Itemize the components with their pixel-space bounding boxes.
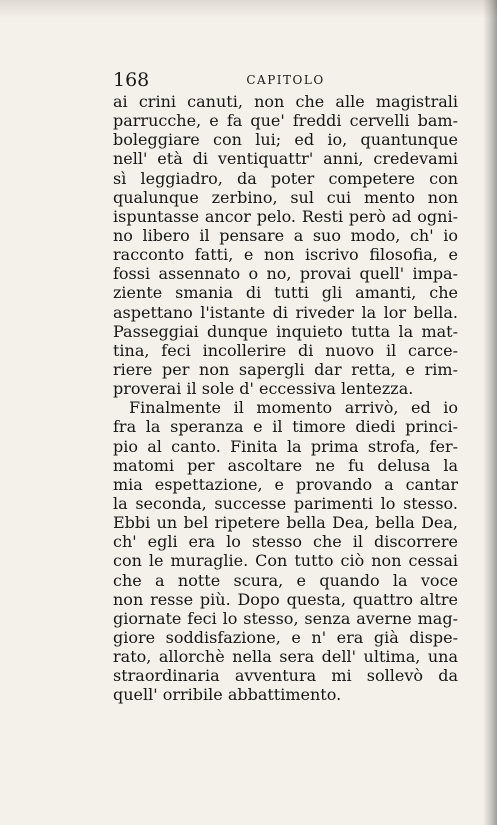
page-edge-shadow <box>483 0 497 825</box>
text-line: matomi per ascoltare ne fu delusa la <box>113 455 458 475</box>
running-head: CAPITOLO <box>246 73 325 87</box>
body-text <box>113 92 458 705</box>
text-line: pio al canto. Finita la prima strofa, fer- <box>113 436 458 456</box>
text-line: la seconda, successe parimenti lo stesso. <box>113 493 458 513</box>
text-line: ziente smania di tutti gli amanti, che <box>113 283 458 303</box>
text-line: rato, allorchè nella sera dell' ultima, una <box>113 647 458 667</box>
text-line: quell' orribile abbattimento. <box>113 685 342 705</box>
text-line: con le muraglie. Con tutto ciò non cessai <box>113 551 458 571</box>
page-number: 168 <box>113 69 150 91</box>
text-line: che a notte scura, e quando la voce <box>113 570 458 590</box>
text-line: proverai il sole d' eccessiva lentezza. <box>113 379 414 399</box>
text-line: boleggiare con lui; ed io, quantunque <box>113 130 458 150</box>
text-line: mia espettazione, e provando a cantar <box>113 474 458 494</box>
paragraph <box>113 92 458 398</box>
text-line: racconto fatti, e non iscrivo filosofia, e <box>113 245 458 265</box>
paragraph <box>113 398 458 704</box>
text-line: no libero il pensare a suo modo, ch' io <box>113 225 458 245</box>
text-line: aspettano l'istante di riveder la lor bella. <box>113 302 458 322</box>
text-line: giore soddisfazione, e n' era già dispe- <box>113 627 458 647</box>
text-line: Passeggiai dunque inquieto tutta la mat- <box>113 321 458 341</box>
text-line: straordinaria avventura mi sollevò da <box>113 666 458 686</box>
text-line: qualunque zerbino, sul cui mento non <box>113 187 458 207</box>
text-line: giornate feci lo stesso, senza averne mag- <box>113 608 458 628</box>
text-line: sì leggiadro, da poter competere con <box>113 168 458 188</box>
text-line: ai crini canuti, non che alle magistrali <box>113 92 458 111</box>
text-line: fossi assennato o no, provai quell' impa- <box>113 264 458 284</box>
text-line: fra la speranza e il timore diedi princi- <box>113 417 458 437</box>
page-top-smudge <box>0 0 497 18</box>
text-line: tina, feci incollerire di nuovo il carce- <box>113 340 458 360</box>
text-line: ch' egli era lo stesso che il discorrere <box>113 532 458 552</box>
text-line: parrucche, e fa que' freddi cervelli bam- <box>113 111 458 131</box>
text-line: riere per non sapergli dar retta, e rim- <box>113 359 458 379</box>
text-line: Ebbi un bel ripetere bella Dea, bella Dea, <box>113 513 458 533</box>
text-line: nell' età di ventiquattr' anni, credevami <box>113 149 458 169</box>
text-line: non resse più. Dopo questa, quattro altre <box>113 589 458 609</box>
page-header <box>113 68 458 92</box>
text-line: ispuntasse ancor pelo. Resti però ad ogni- <box>113 206 458 226</box>
text-line: Finalmente il momento arrivò, ed io <box>129 398 458 418</box>
